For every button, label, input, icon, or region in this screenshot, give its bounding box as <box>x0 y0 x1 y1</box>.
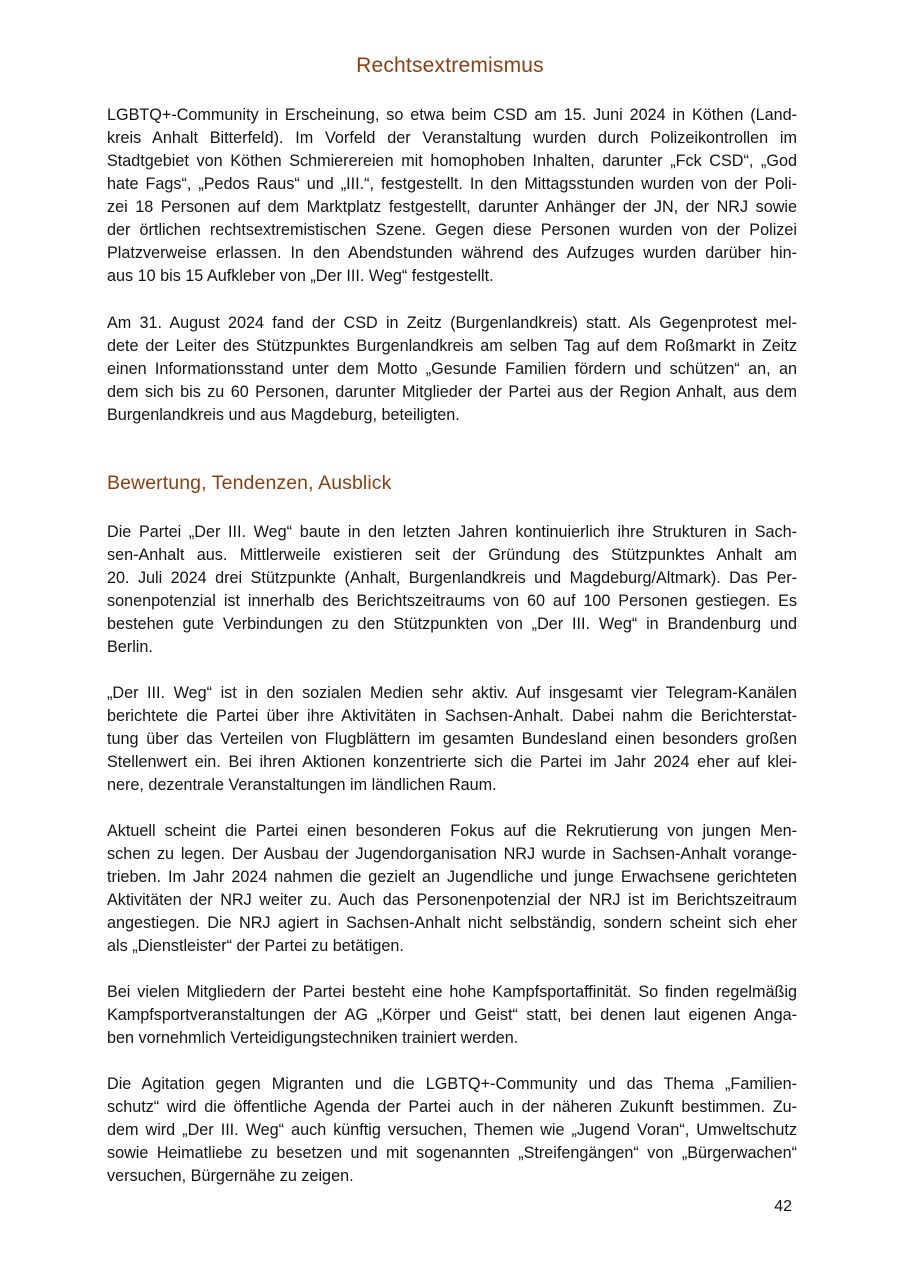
running-header-title: Rechtsextremismus <box>356 54 544 77</box>
paragraph-line: sonenpotenzial ist innerhalb des Berichtszeitraums von 60 auf 100 Personen gestiegen. Es <box>107 592 797 610</box>
paragraph-line: berichtete die Partei über ihre Aktivitäten in Sachsen-Anhalt. Dabei nahm die Berichterstat- <box>107 707 797 725</box>
paragraph-line: Aktuell scheint die Partei einen besonderen Fokus auf die Rekrutierung von jungen Men- <box>107 822 797 840</box>
paragraph-line: schen zu legen. Der Ausbau der Jugendorganisation NRJ wurde in Sachsen-Anhalt vorange- <box>107 845 797 863</box>
paragraph-line: Burgenlandkreis und aus Magdeburg, beteiligten. <box>107 406 460 424</box>
paragraph-line: Aktivitäten der NRJ weiter zu. Auch das Personenpotenzial der NRJ ist im Berichtszeitraum <box>107 891 797 909</box>
paragraph-line: „Der III. Weg“ ist in den sozialen Medien sehr aktiv. Auf insgesamt vier Telegram-Kanälen <box>107 684 797 702</box>
paragraph-kampfsport <box>107 981 797 1050</box>
paragraph-line: einen Informationsstand unter dem Motto „Gesunde Familien fördern und schützen“ an, an <box>107 360 797 378</box>
paragraph-line: angestiegen. Die NRJ agiert in Sachsen-Anhalt nicht selbständig, sondern scheint sich eher <box>107 914 797 932</box>
paragraph-line: LGBTQ+-Community in Erscheinung, so etwa beim CSD am 15. Juni 2024 in Köthen (Land- <box>107 106 797 124</box>
paragraph-line: der örtlichen rechtsextremistischen Szene. Gegen diese Personen wurden von der Polizei <box>107 221 797 239</box>
paragraph-line: aus 10 bis 15 Aufkleber von „Der III. Weg“ festgestellt. <box>107 267 494 285</box>
paragraph-line: versuchen, Bürgernähe zu zeigen. <box>107 1167 354 1185</box>
paragraph-line: Berlin. <box>107 638 153 656</box>
paragraph-line: Bei vielen Mitgliedern der Partei besteht eine hohe Kampfsportaffinität. So finden regelmäßig <box>107 983 797 1001</box>
paragraph-line: nere, dezentrale Veranstaltungen im ländlichen Raum. <box>107 776 497 794</box>
paragraph-line: dem wird „Der III. Weg“ auch künftig versuchen, Themen wie „Jugend Voran“, Umweltschutz <box>107 1121 797 1139</box>
paragraph-soziale-medien <box>107 682 797 797</box>
paragraph-line: dete der Leiter des Stützpunktes Burgenlandkreis am selben Tag auf dem Roßmarkt in Zeitz <box>107 337 797 355</box>
paragraph-line: als „Dienstleister“ der Partei zu betätigen. <box>107 937 404 955</box>
paragraph-line: Die Agitation gegen Migranten und die LGBTQ+-Community und das Thema „Familien- <box>107 1075 797 1093</box>
paragraph-line: Platzverweise erlassen. In den Abendstunden während des Aufzuges wurden darüber hin- <box>107 244 797 262</box>
section-heading: Bewertung, Tendenzen, Ausblick <box>107 472 392 494</box>
paragraph-line: ben vornehmlich Verteidigungstechniken trainiert werden. <box>107 1029 519 1047</box>
paragraph-line: Am 31. August 2024 fand der CSD in Zeitz (Burgenlandkreis) statt. Als Gegenprotest mel- <box>107 314 797 332</box>
paragraph-line: trieben. Im Jahr 2024 nahmen die gezielt an Jugendliche und junge Erwachsene gerichteten <box>107 868 797 886</box>
paragraph-line: sowie Heimatliebe zu besetzen und mit sogenannten „Streifengängen“ von „Bürgerwachen“ <box>107 1144 797 1162</box>
paragraph-strukturen <box>107 521 797 659</box>
paragraph-line: Kampfsportveranstaltungen der AG „Körper und Geist“ statt, bei denen laut eigenen Anga- <box>107 1006 797 1024</box>
paragraph-line: kreis Anhalt Bitterfeld). Im Vorfeld der Veranstaltung wurden durch Polizeikontrollen im <box>107 129 797 147</box>
paragraph-line: bestehen gute Verbindungen zu den Stützpunkten von „Der III. Weg“ in Brandenburg und <box>107 615 797 633</box>
paragraph-rekrutierung <box>107 820 797 958</box>
paragraph-line: 20. Juli 2024 drei Stützpunkte (Anhalt, Burgenlandkreis und Magdeburg/Altmark). Das Per- <box>107 569 797 587</box>
paragraph-line: tung über das Verteilen von Flugblättern im gesamten Bundesland einen besonders großen <box>107 730 797 748</box>
paragraph-line: zei 18 Personen auf dem Marktplatz festgestellt, darunter Anhänger der JN, der NRJ sowie <box>107 198 797 216</box>
paragraph-line: schutz“ wird die öffentliche Agenda der Partei auch in der näheren Zukunft bestimmen. Zu- <box>107 1098 797 1116</box>
paragraph-line: hate Fags“, „Pedos Raus“ und „III.“, festgestellt. In den Mittagsstunden wurden von der Poli- <box>107 175 797 193</box>
paragraph-line: sen-Anhalt aus. Mittlerweile existieren seit der Gründung des Stützpunktes Anhalt am <box>107 546 797 564</box>
paragraph-csd-zeitz <box>107 312 797 427</box>
paragraph-line: Die Partei „Der III. Weg“ baute in den letzten Jahren kontinuierlich ihre Strukturen in Sach- <box>107 523 797 541</box>
paragraph-agitation <box>107 1073 797 1188</box>
paragraph-csd-koethen <box>107 104 797 288</box>
paragraph-line: Stellenwert ein. Bei ihren Aktionen konzentrierte sich die Partei im Jahr 2024 eher auf klei- <box>107 753 797 771</box>
page-number: 42 <box>774 1198 792 1215</box>
paragraph-line: dem sich bis zu 60 Personen, darunter Mitglieder der Partei aus der Region Anhalt, aus dem <box>107 383 797 401</box>
paragraph-line: Stadtgebiet von Köthen Schmierereien mit homophoben Inhalten, darunter „Fck CSD“, „God <box>107 152 797 170</box>
